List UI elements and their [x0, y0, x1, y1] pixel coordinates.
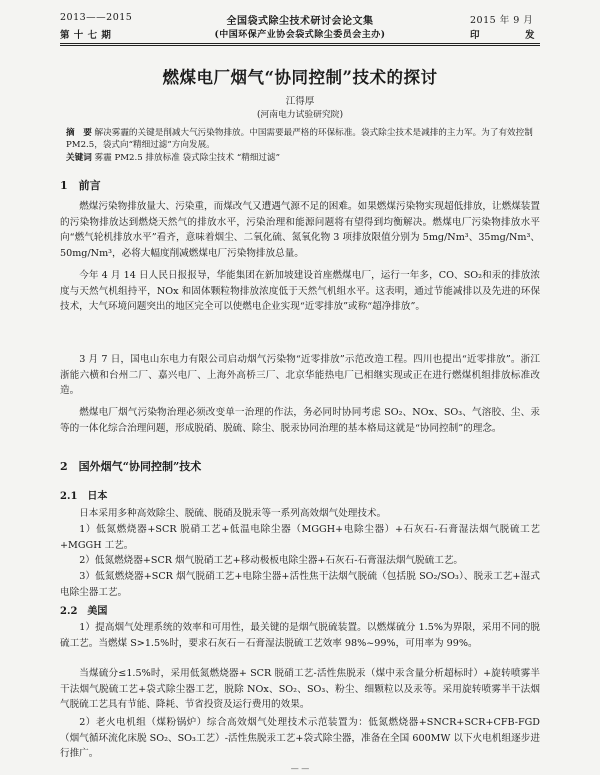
header-rule-thin: [60, 45, 540, 46]
article-author: 江得厚: [285, 96, 315, 107]
section-2-2-paragraph: 当煤硫分≤1.5%时，采用低氮燃烧器+ SCR 脱硝工艺-活性焦脱汞（煤中汞含量分析超标时）+旋转喷雾半干法烟气脱硫工艺+袋式除尘器工艺，脱除 NOx、SO₂、SO₃、粉尘、细颗粒以及汞等。采用旋转喷雾半干法烟气脱硫工艺具有节能、降耗、节省投资及运行费用的效果。: [60, 668, 540, 711]
section-2-1-paragraph-1: 日本采用多种高效除尘、脱硫、脱硝及脱汞等一系列高效烟气处理技术。: [79, 508, 387, 519]
section-2-1-title: 2.1 日本: [60, 491, 108, 502]
header-date: 2015 年 9 月: [470, 15, 534, 26]
abstract-text: 解决雾霾的关键是削减大气污染物排放。中国需要最严格的环保标准。袋式除尘技术是减排的主力军。为了有效控制PM2.5，袋式向“精细过滤”方向发展。: [66, 128, 533, 150]
article-affiliation: (河南电力试验研究院): [256, 110, 344, 120]
abstract: [66, 127, 536, 151]
section-1-paragraph-1: 燃煤污染物排放量大、污染重，而煤改气又遭遇气源不足的困难。如果燃煤污染物实现超低排放，让燃煤装置的污染物排放达到燃烧天然气的排放水平，污染治理和能源问题将有望得到均衡解决。燃煤电厂污染物排放水平向“燃气轮机排放水平”看齐，意味着烟尘、二氧化硫、氮氧化物 3 项排放限值分别为 5mg/Nm³、35mg/Nm³、50mg/Nm³，必将大幅度削减燃煤电厂污染物排放总量。: [60, 201, 540, 259]
section-2-1-item-1: 1）低氮燃烧器+SCR 脱硝工艺+低温电除尘器（MGGH+电除尘器）+石灰石-石膏湿法烟气脱硫工艺+MGGH 工艺。: [60, 524, 540, 551]
header-print-label-b: 发: [525, 30, 536, 41]
section-1-paragraph-4: 燃煤电厂烟气污染物治理必须改变单一治理的作法，务必同时协同考虑 SO₂、NOx、SO₃、气溶胶、尘、汞等的一体化综合治理问题，形成脱硝、脱硫、除尘、脱汞协同治理的基本格局这就是“协同控制”的理念。: [60, 407, 540, 434]
header-proceedings-title: 全国袋式除尘技术研讨会论文集: [226, 16, 374, 27]
keywords: [66, 152, 536, 164]
header-rule: [60, 43, 540, 44]
header-print-label-a: 印: [470, 30, 481, 41]
keywords-label: 关键词: [66, 153, 92, 163]
abstract-label: 摘 要: [66, 128, 92, 138]
section-2-1-item-2: 2）低氮燃烧器+SCR 烟气脱硝工艺+移动极板电除尘器+石灰石-石膏湿法烟气脱硫工艺。: [79, 555, 464, 566]
header-issue: 第 十 七 期: [60, 30, 112, 41]
section-1-title: 1 前言: [60, 179, 101, 192]
header-year-range: 2013——2015: [60, 12, 133, 23]
article-title: 燃煤电厂烟气“协同控制”技术的探讨: [162, 68, 438, 87]
page-footer: — —: [290, 764, 310, 773]
section-2-1-item-3: 3）低氮燃烧器+SCR 烟气脱硝工艺+电除尘器+活性焦干法烟气脱硫（包括脱 SO₂/SO₃）、脱汞工艺+湿式电除尘器工艺。: [60, 571, 540, 598]
section-2-2-item-1: 1）提高烟气处理系统的效率和可用性，最关键的是烟气脱硫装置。以燃煤硫分 1.5%为界限，采用不同的脱硫工艺。当燃煤 S>1.5%时，要求石灰石－石膏湿法脱硫工艺效率 98%~99%，可用率为 99%。: [60, 622, 540, 649]
section-2-2-item-2: 2）老火电机组（煤粉锅炉）综合高效烟气处理技术示范装置为：低氮燃烧器+SNCR+SCR+CFB-FGD（烟气循环流化床脱 SO₂、SO₃工艺）-活性焦脱汞工艺+袋式除尘器，准备在全国 600MW 以下火电机组逐步进行推广。: [60, 717, 540, 760]
section-2-2-title: 2.2 美国: [60, 606, 108, 617]
section-2-title: 2 国外烟气“协同控制”技术: [60, 460, 202, 473]
keywords-text: 雾霾 PM2.5 排放标准 袋式除尘技术 “精细过滤”: [94, 153, 280, 163]
section-1-paragraph-3: 3 月 7 日，国电山东电力有限公司启动烟气污染物“近零排放”示范改造工程。四川也提出“近零排放”。浙江浙能六横和台州二厂、嘉兴电厂、上海外高桥三厂、北京华能热电厂已相继实现或正在进行燃煤机组排放标准改造。: [60, 354, 540, 397]
section-1-paragraph-2: 今年 4 月 14 日人民日报报导，华能集团在新加坡建设首座燃煤电厂，运行一年多，CO、SO₂和汞的排放浓度与天然气机组持平，NOx 和固体颗粒物排放浓度低于天然气机组水平。这表明，通过节能减排以及先进的环保技术，大气环境问题突出的地区完全可以使燃电企业实现“近零排放”或称“超净排放”。: [60, 270, 540, 313]
header-organizer: (中国环保产业协会袋式除尘委员会主办): [214, 30, 386, 40]
